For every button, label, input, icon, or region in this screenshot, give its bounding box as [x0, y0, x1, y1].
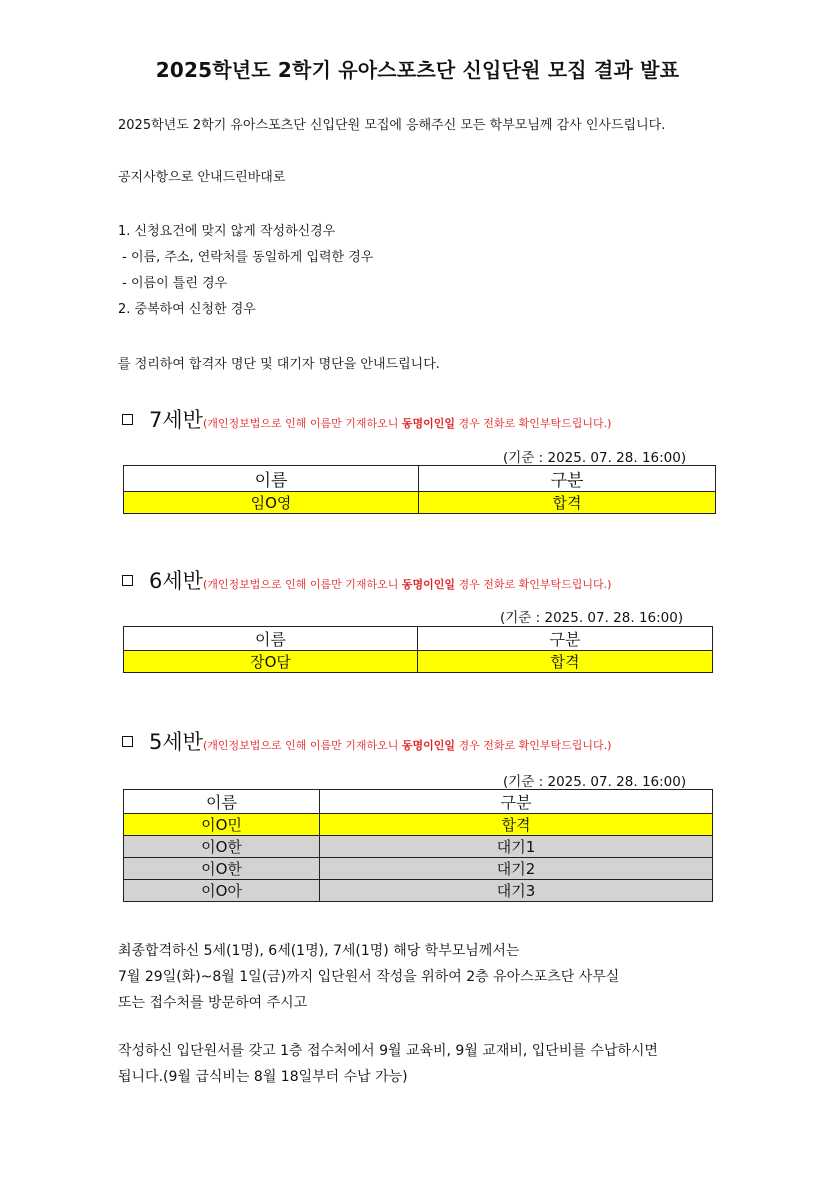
section-header-6 [122, 565, 611, 595]
table-header-row [124, 466, 716, 492]
table-row [124, 880, 713, 902]
table-row [124, 858, 713, 880]
intro-thanks: 2025학년도 2학기 유아스포츠단 신입단원 모집에 응해주신 모든 학부모님께 감사 인사드립니다. [118, 118, 666, 133]
cell-status: 합격 [320, 814, 713, 836]
header-status: 구분 [419, 466, 716, 492]
section-header-5 [122, 726, 611, 756]
table-header-row [124, 790, 713, 814]
header-status: 구분 [418, 627, 713, 651]
square-bullet-icon [122, 736, 133, 747]
cell-name: 이O아 [124, 880, 320, 902]
rule-line-2: - 이름, 주소, 연락처를 동일하게 입력한 경우 [118, 250, 374, 265]
rule-line-4: 2. 중복하여 신청한 경우 [118, 302, 256, 317]
closing-line-1: 최종합격하신 5세(1명), 6세(1명), 7세(1명) 해당 학부모님께서는 [118, 943, 520, 959]
table-row [124, 814, 713, 836]
header-name: 이름 [124, 627, 418, 651]
square-bullet-icon [122, 414, 133, 425]
table-row [124, 492, 716, 514]
rule-line-1: 1. 신청요건에 맞지 않게 작성하신경우 [118, 224, 336, 239]
section-label: 7세반 [149, 408, 203, 432]
closing-line-4: 작성하신 입단원서를 갖고 1층 접수처에서 9월 교육비, 9월 교재비, 입단비를 수납하시면 [118, 1043, 658, 1059]
privacy-note: (개인정보법으로 인해 이름만 기재하오니 동명이인일 경우 전화로 확인부탁드립니다.) [202, 417, 612, 430]
privacy-note: (개인정보법으로 인해 이름만 기재하오니 동명이인일 경우 전화로 확인부탁드립니다.) [202, 578, 612, 591]
section-label: 5세반 [149, 730, 203, 754]
cell-name: 임O영 [124, 492, 419, 514]
closing-line-3: 또는 접수처를 방문하여 주시고 [118, 995, 308, 1011]
standard-time: (기준 : 2025. 07. 28. 16:00) [503, 774, 687, 790]
cell-status: 대기2 [320, 858, 713, 880]
cell-name: 이O민 [124, 814, 320, 836]
cell-name: 이O한 [124, 858, 320, 880]
section-label: 6세반 [149, 569, 203, 593]
table-header-row [124, 627, 713, 651]
section-header-7 [122, 404, 611, 434]
cell-name: 장O담 [124, 651, 418, 673]
standard-time: (기준 : 2025. 07. 28. 16:00) [500, 610, 684, 626]
cell-status: 대기3 [320, 880, 713, 902]
header-name: 이름 [124, 790, 320, 814]
closing-line-5: 됩니다.(9월 급식비는 8월 18일부터 수납 가능) [118, 1069, 408, 1085]
square-bullet-icon [122, 575, 133, 586]
rule-line-3: - 이름이 틀린 경우 [118, 276, 228, 291]
results-table-7 [123, 465, 716, 514]
header-name: 이름 [124, 466, 419, 492]
intro-notice: 공지사항으로 안내드린바대로 [118, 170, 286, 185]
intro-summary: 를 정리하여 합격자 명단 및 대기자 명단을 안내드립니다. [118, 357, 440, 372]
cell-name: 이O한 [124, 836, 320, 858]
table-row [124, 836, 713, 858]
table-row [124, 651, 713, 673]
closing-line-2: 7월 29일(화)~8월 1일(금)까지 입단원서 작성을 위하여 2층 유아스포츠단 사무실 [118, 969, 620, 985]
page-title: 2025학년도 2학기 유아스포츠단 신입단원 모집 결과 발표 [155, 58, 680, 82]
results-table-5 [123, 789, 713, 902]
results-table-6 [123, 626, 713, 673]
cell-status: 합격 [418, 651, 713, 673]
cell-status: 합격 [419, 492, 716, 514]
privacy-note: (개인정보법으로 인해 이름만 기재하오니 동명이인일 경우 전화로 확인부탁드립니다.) [202, 739, 612, 752]
header-status: 구분 [320, 790, 713, 814]
cell-status: 대기1 [320, 836, 713, 858]
standard-time: (기준 : 2025. 07. 28. 16:00) [503, 450, 687, 466]
